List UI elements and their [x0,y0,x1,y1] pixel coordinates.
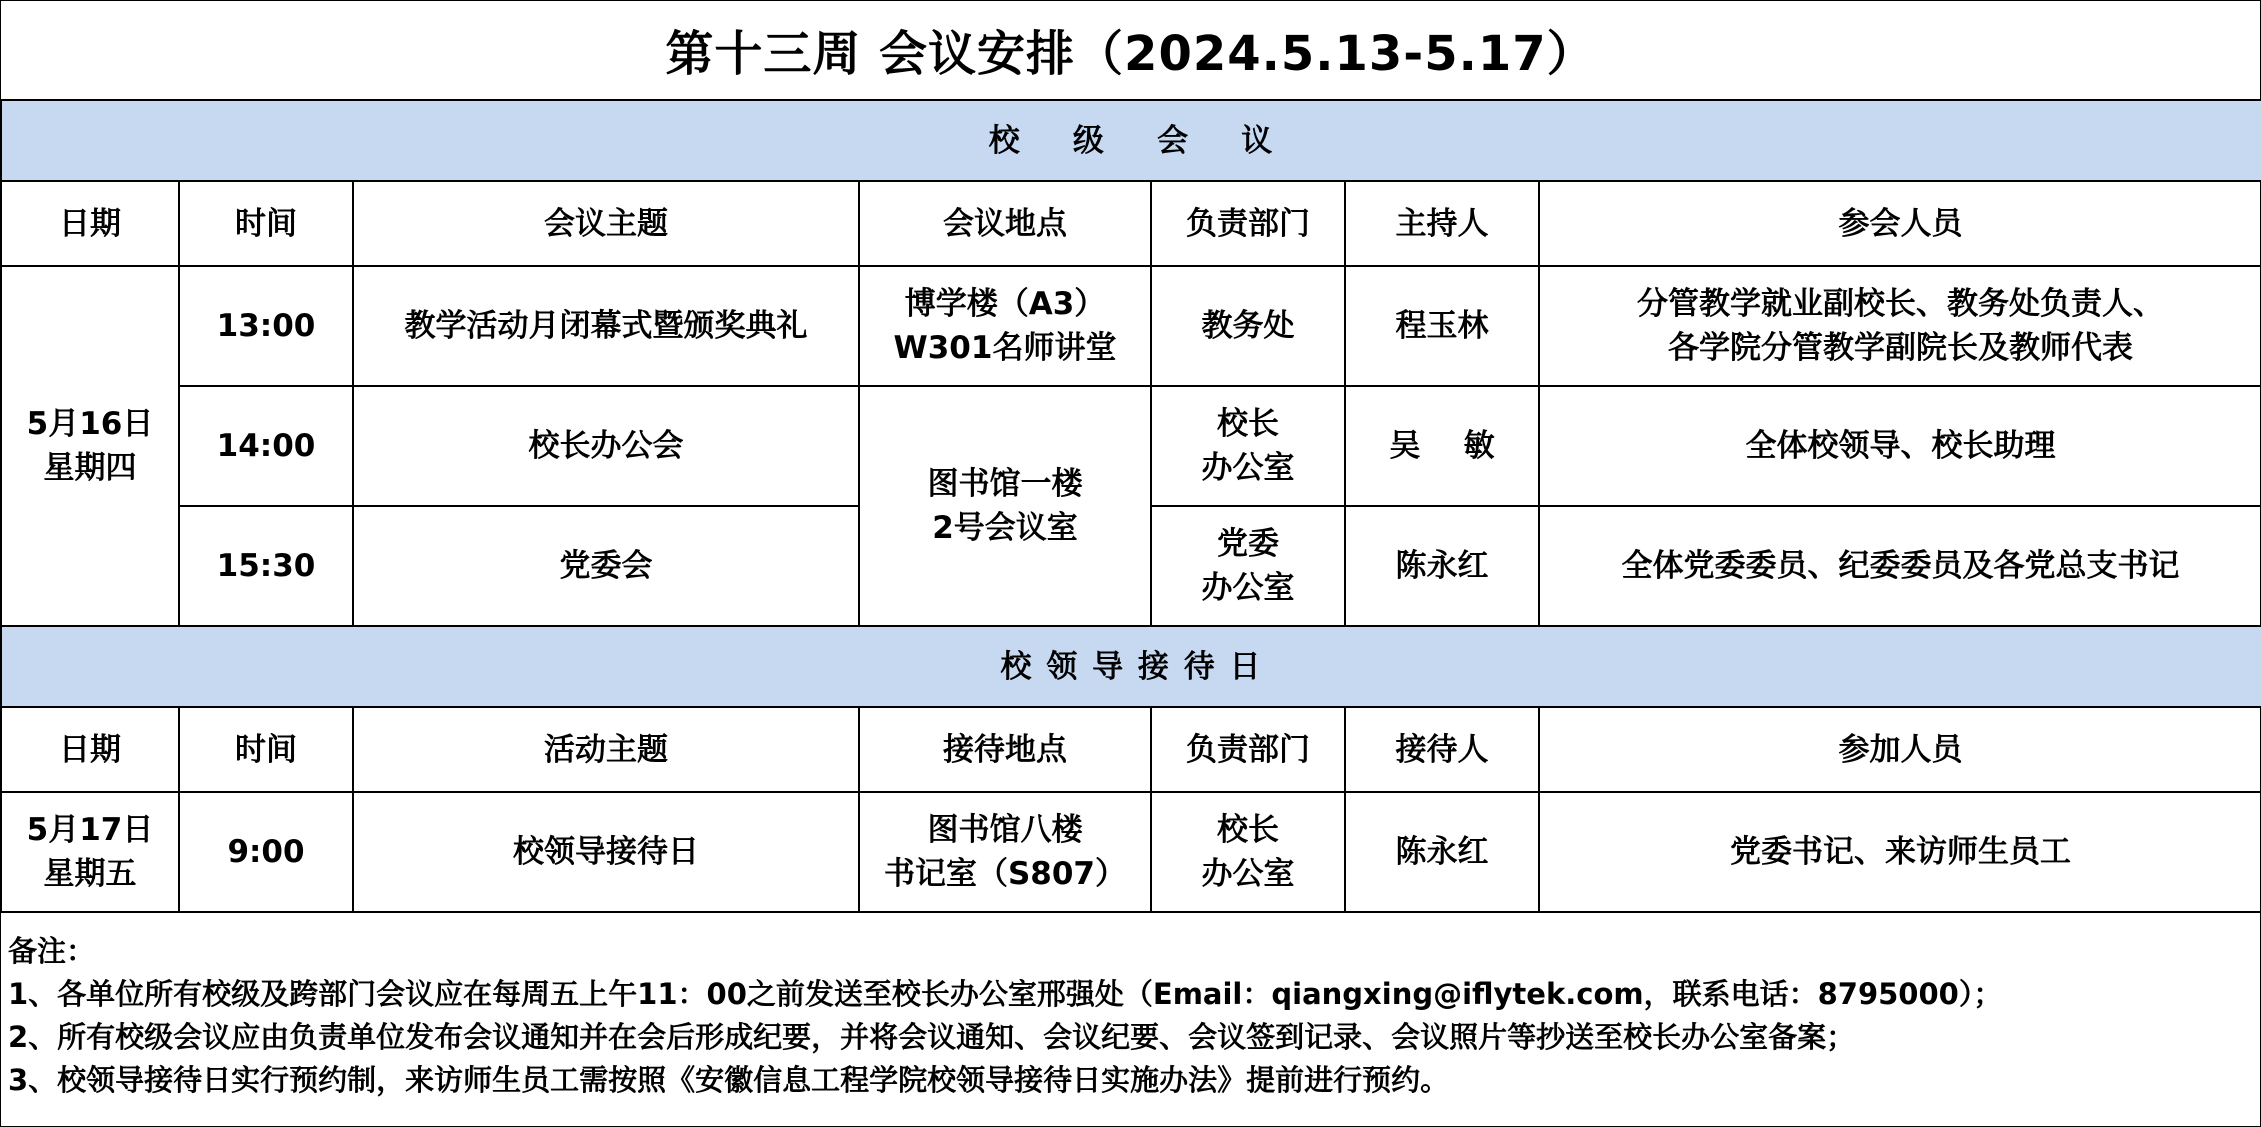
notes-heading: 备注： [8,934,96,968]
header-row [1,707,2261,792]
header-topic: 会议主题 [353,181,859,266]
table-row [1,266,2261,386]
header-host: 主持人 [1345,181,1539,266]
notes-section [8,930,2248,1102]
table-row [1,792,2261,912]
meeting-department [1151,506,1345,626]
location-line: 图书馆八楼 [927,812,1083,848]
page-title: 第十三周 会议安排（2024.5.13-5.17） [665,26,1596,82]
schedule-table [0,99,2261,913]
header-location: 接待地点 [859,707,1151,792]
note-item: 1、各单位所有校级及跨部门会议应在每周五上午11：00之前发送至校长办公室邢强处（Email：qiangxing@iflytek.com，联系电话：8795000）； [8,977,2003,1011]
department-line: 党委 [1217,526,1279,562]
meeting-weekday: 星期四 [43,450,137,486]
meeting-date-cell [1,266,179,626]
header-attendees: 参加人员 [1539,707,2261,792]
header-date: 日期 [1,707,179,792]
reception-location [859,792,1151,912]
section-title-reception [1,626,2261,707]
header-time: 时间 [179,707,353,792]
header-department: 负责部门 [1151,181,1345,266]
header-row [1,181,2261,266]
meeting-attendees [1539,266,2261,386]
meeting-host: 陈永红 [1345,506,1539,626]
meeting-department: 教务处 [1151,266,1345,386]
meeting-location [859,386,1151,626]
department-line: 校长 [1217,812,1279,848]
reception-date-cell [1,792,179,912]
location-line: 2号会议室 [932,510,1078,546]
header-location: 会议地点 [859,181,1151,266]
note-item: 2、所有校级会议应由负责单位发布会议通知并在会后形成纪要，并将会议通知、会议纪要、会议签到记录、会议照片等抄送至校长办公室备案； [8,1020,1856,1054]
section-title-text: 校 级 会 议 [988,122,1275,159]
note-item: 3、校领导接待日实行预约制，来访师生员工需按照《安徽信息工程学院校领导接待日实施办法》提前进行预约。 [8,1063,1450,1097]
meeting-date: 5月16日 [26,406,154,442]
department-line: 校长 [1217,406,1279,442]
location-line: 书记室（S807） [883,856,1127,892]
header-department: 负责部门 [1151,707,1345,792]
header-host: 接待人 [1345,707,1539,792]
header-topic: 活动主题 [353,707,859,792]
meeting-host: 程玉林 [1345,266,1539,386]
meeting-time: 15:30 [179,506,353,626]
reception-attendees: 党委书记、来访师生员工 [1539,792,2261,912]
section-title-school-meetings [1,100,2261,181]
meeting-department [1151,386,1345,506]
meeting-topic: 校长办公会 [353,386,859,506]
attendees-line: 各学院分管教学副院长及教师代表 [1668,330,2134,366]
department-line: 办公室 [1201,450,1295,486]
reception-time: 9:00 [179,792,353,912]
meeting-location [859,266,1151,386]
reception-date: 5月17日 [26,812,154,848]
department-line: 办公室 [1201,570,1295,606]
attendees-line: 分管教学就业副校长、教务处负责人、 [1637,286,2165,322]
meeting-host: 吴 敏 [1345,386,1539,506]
meeting-topic: 教学活动月闭幕式暨颁奖典礼 [353,266,859,386]
header-attendees: 参会人员 [1539,181,2261,266]
meeting-attendees: 全体校领导、校长助理 [1539,386,2261,506]
location-line: W301名师讲堂 [893,330,1117,366]
reception-weekday: 星期五 [43,856,137,892]
location-line: 博学楼（A3） [904,286,1106,322]
meeting-topic: 党委会 [353,506,859,626]
meeting-attendees: 全体党委委员、纪委委员及各党总支书记 [1539,506,2261,626]
header-date: 日期 [1,181,179,266]
meeting-time: 14:00 [179,386,353,506]
location-line: 图书馆一楼 [927,466,1083,502]
table-row [1,386,2261,506]
meeting-time: 13:00 [179,266,353,386]
department-line: 办公室 [1201,856,1295,892]
reception-topic: 校领导接待日 [353,792,859,912]
section-title-text: 校 领 导 接 待 日 [1000,648,1263,685]
reception-department [1151,792,1345,912]
reception-host: 陈永红 [1345,792,1539,912]
header-time: 时间 [179,181,353,266]
